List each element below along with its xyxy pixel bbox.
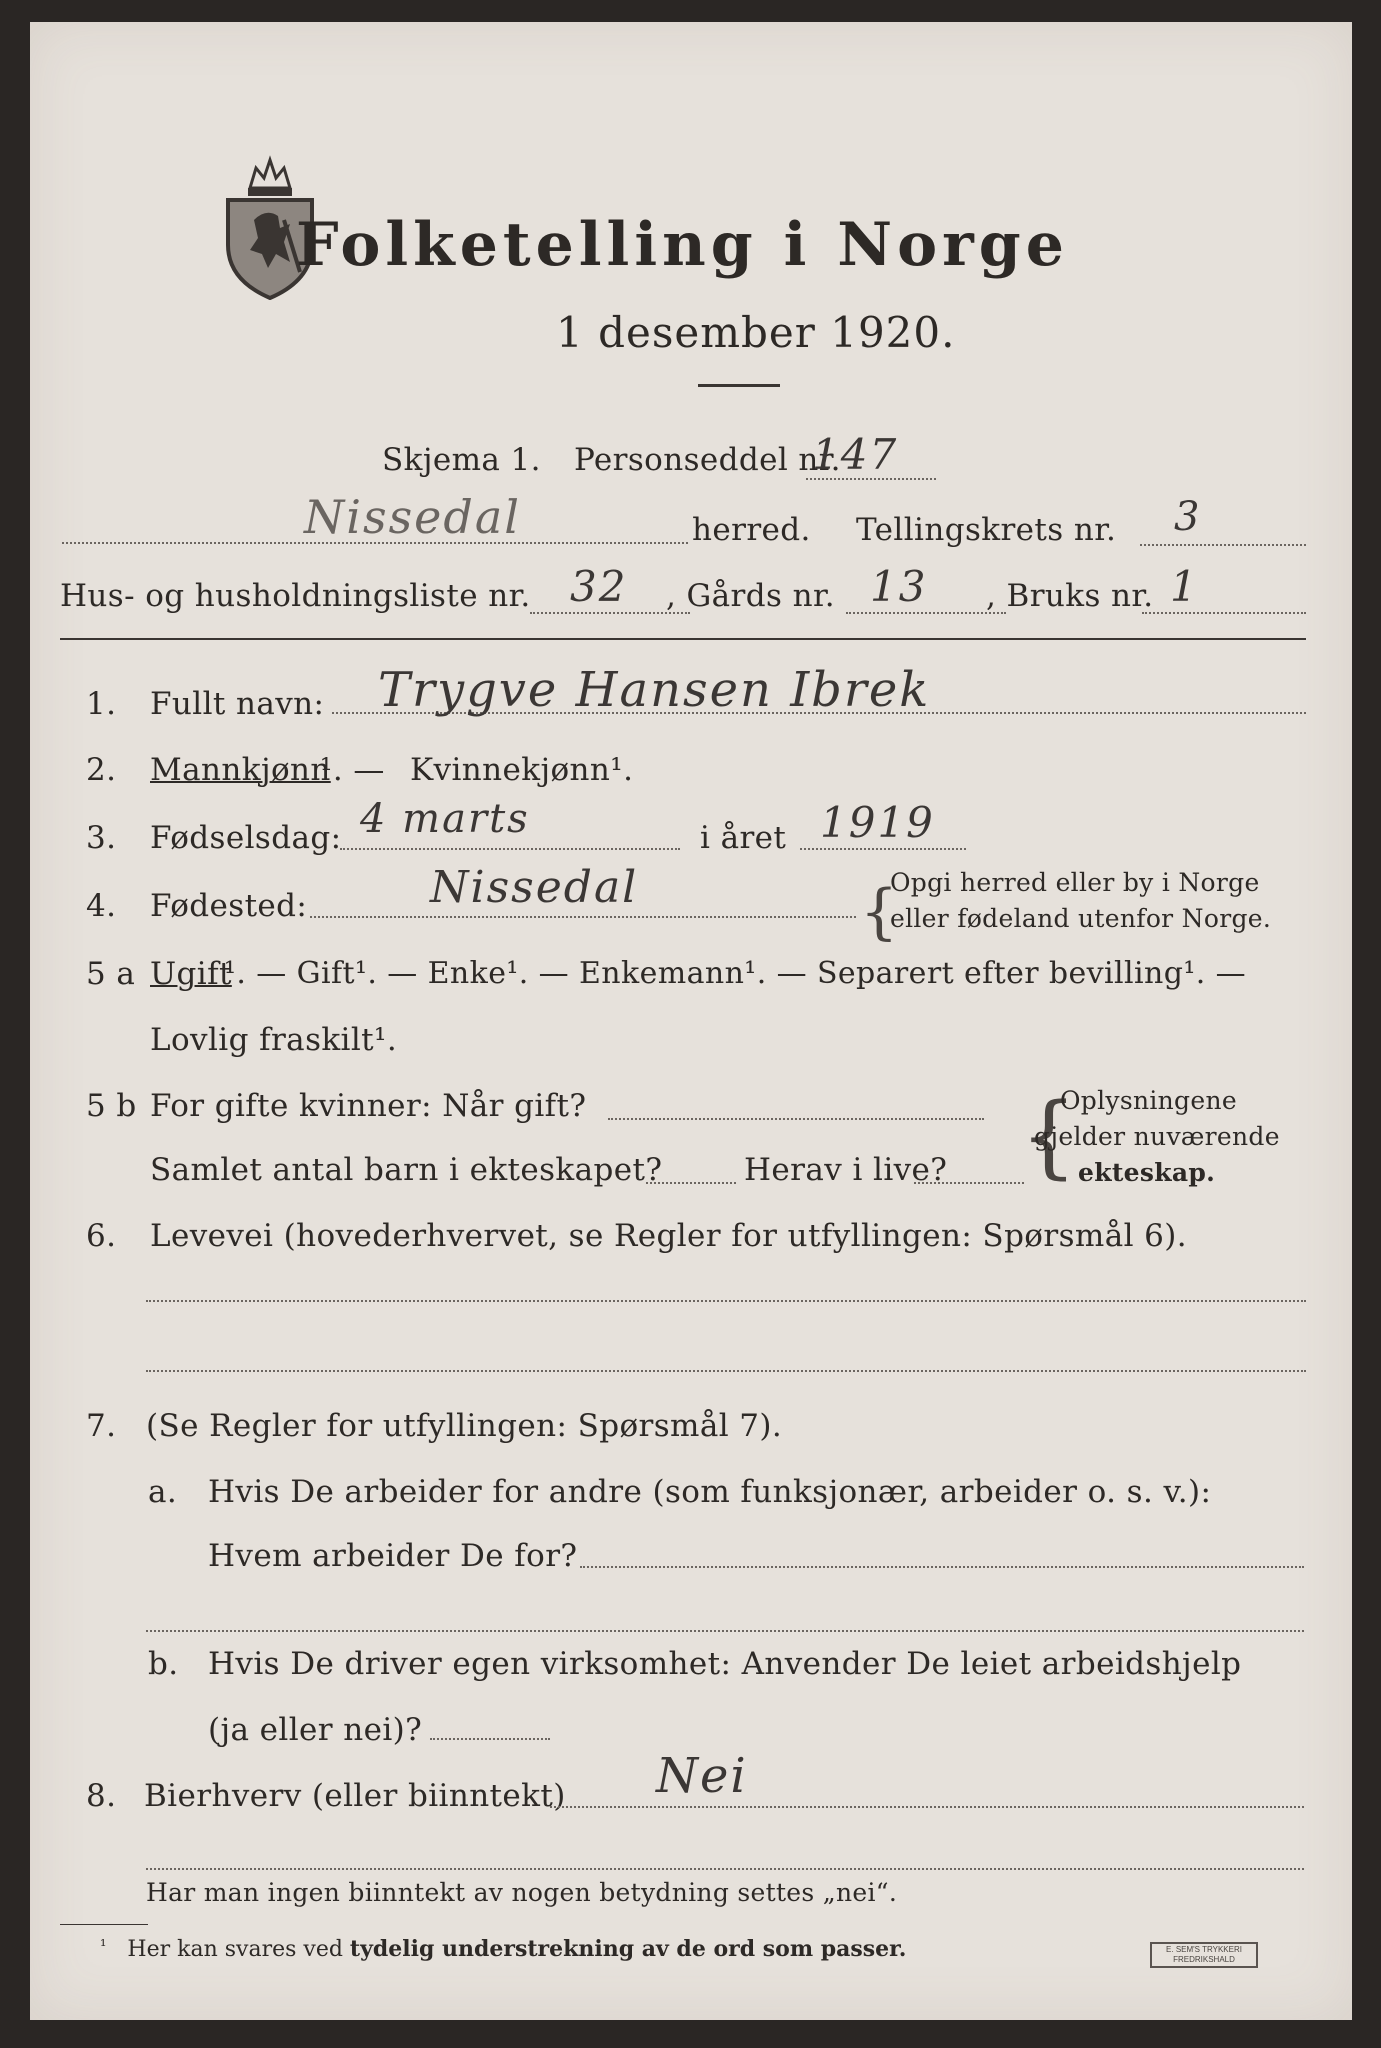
census-form-page	[30, 22, 1352, 2020]
gards-label: , Gårds nr.	[666, 578, 836, 614]
birthday-field[interactable]	[340, 848, 680, 850]
married-when-field[interactable]	[608, 1118, 984, 1120]
q5b-number: 5 b	[86, 1088, 137, 1124]
bruks-field[interactable]	[1142, 612, 1306, 614]
personseddel-label: Personseddel nr.	[574, 442, 841, 478]
printer-name: E. SEM'S TRYKKERI	[1166, 1945, 1242, 1954]
tellingskrets-label: Tellingskrets nr.	[856, 512, 1117, 548]
q7-number: 7.	[86, 1408, 117, 1444]
marital-other-options[interactable]: ¹. — Gift¹. — Enke¹. — Enkemann¹. — Separert efter bevilling¹. —	[224, 956, 1247, 991]
q4-label: Fødested:	[150, 888, 308, 924]
birth-year-field[interactable]	[800, 848, 966, 850]
q4-note-2: eller fødeland utenfor Norge.	[890, 904, 1272, 933]
q7-label: (Se Regler for utfyllingen: Spørsmål 7).	[146, 1408, 783, 1444]
q5b-note-1: Oplysningene	[1060, 1086, 1237, 1115]
printer-stamp	[1150, 1942, 1258, 1968]
herred-value: Nissedal	[304, 490, 521, 544]
q5b-brace: {	[1020, 1084, 1078, 1189]
marital-unmarried-option[interactable]: Ugift	[150, 956, 232, 992]
q6-label: Levevei (hovederhvervet, se Regler for utfyllingen: Spørsmål 6).	[150, 1218, 1188, 1254]
personseddel-value: 147	[812, 430, 899, 479]
q5b-alive-label: Herav i live?	[744, 1152, 948, 1188]
q5b-note-3: ekteskap.	[1078, 1158, 1216, 1187]
children-alive-field[interactable]	[914, 1182, 1024, 1184]
side-income-field-2[interactable]	[146, 1868, 1304, 1870]
birthday-value: 4 marts	[360, 796, 530, 842]
children-count-field[interactable]	[646, 1182, 736, 1184]
footnote-mark: ¹	[100, 1936, 107, 1955]
q3-number: 3.	[86, 820, 117, 856]
gender-female-option[interactable]: Kvinnekjønn¹.	[410, 752, 634, 788]
q4-number: 4.	[86, 888, 117, 924]
q5a-number: 5 a	[86, 956, 136, 992]
birthplace-value: Nissedal	[430, 862, 639, 913]
q7a-letter: a.	[148, 1474, 178, 1510]
side-income-field-1[interactable]	[550, 1806, 1304, 1808]
herred-label: herred.	[692, 512, 811, 548]
q7b-label: Hvis De driver egen virksomhet: Anvender De leiet arbeidshjelp	[208, 1646, 1242, 1682]
birthplace-field[interactable]	[310, 916, 856, 918]
printer-city: FREDRIKSHALD	[1173, 1955, 1235, 1964]
q7a-label: Hvis De arbeider for andre (som funksjonær, arbeider o. s. v.):	[208, 1474, 1212, 1510]
birth-year-value: 1919	[820, 798, 935, 847]
hired-help-field[interactable]	[430, 1738, 550, 1740]
gender-separator: ¹. —	[320, 752, 385, 788]
skjema-label: Skjema 1.	[382, 442, 541, 478]
header-divider	[60, 638, 1306, 640]
q4-note-1: Opgi herred eller by i Norge	[890, 868, 1260, 897]
marital-divorced-option[interactable]: Lovlig fraskilt¹.	[150, 1022, 398, 1058]
bruks-label: , Bruks nr.	[986, 578, 1154, 614]
q3-year-label: i året	[700, 820, 787, 856]
q5b-children-label: Samlet antal barn i ekteskapet?	[150, 1152, 663, 1188]
q5b-married-when-label: For gifte kvinner: Når gift?	[150, 1088, 587, 1124]
q7b-yes-no-label: (ja eller nei)?	[208, 1712, 423, 1748]
tellingskrets-value: 3	[1174, 494, 1202, 540]
footnote	[100, 1936, 906, 1962]
footnote-bold-text: tydelig understrekning av de ord som passer.	[349, 1936, 907, 1962]
side-income-value: Nei	[656, 1748, 748, 1804]
footnote-text: Her kan svares ved	[127, 1937, 343, 1962]
form-date: 1 desember 1920.	[556, 308, 956, 357]
hus-label: Hus- og husholdningsliste nr.	[60, 578, 531, 614]
tellingskrets-field[interactable]	[1140, 544, 1306, 546]
q7a-employer-label: Hvem arbeider De for?	[208, 1538, 578, 1574]
q1-label: Fullt navn:	[150, 686, 325, 722]
hus-value: 32	[570, 562, 628, 611]
title-divider	[698, 384, 780, 387]
employer-field-1[interactable]	[580, 1566, 1304, 1568]
occupation-field-1[interactable]	[146, 1300, 1306, 1302]
form-title: Folketelling i Norge	[296, 210, 1069, 280]
q6-number: 6.	[86, 1218, 117, 1254]
q4-brace: {	[860, 877, 899, 947]
q5b-note-2: gjelder nuværende	[1034, 1122, 1280, 1151]
gards-field[interactable]	[846, 612, 1006, 614]
q2-number: 2.	[86, 752, 117, 788]
full-name-value: Trygve Hansen Ibrek	[378, 662, 931, 718]
gender-male-option[interactable]: Mannkjønn	[150, 752, 331, 788]
occupation-field-2[interactable]	[146, 1370, 1306, 1372]
q8-label: Bierhverv (eller biinntekt)	[144, 1778, 566, 1814]
bruks-value: 1	[1170, 562, 1199, 611]
q1-number: 1.	[86, 686, 117, 722]
q8-number: 8.	[86, 1778, 117, 1814]
gards-value: 13	[870, 562, 928, 611]
footnote-divider	[60, 1924, 148, 1925]
side-income-note: Har man ingen biinntekt av nogen betydning settes „nei“.	[146, 1878, 898, 1907]
employer-field-2[interactable]	[146, 1630, 1304, 1632]
q3-label: Fødselsdag:	[150, 820, 342, 856]
q7b-letter: b.	[148, 1646, 179, 1682]
